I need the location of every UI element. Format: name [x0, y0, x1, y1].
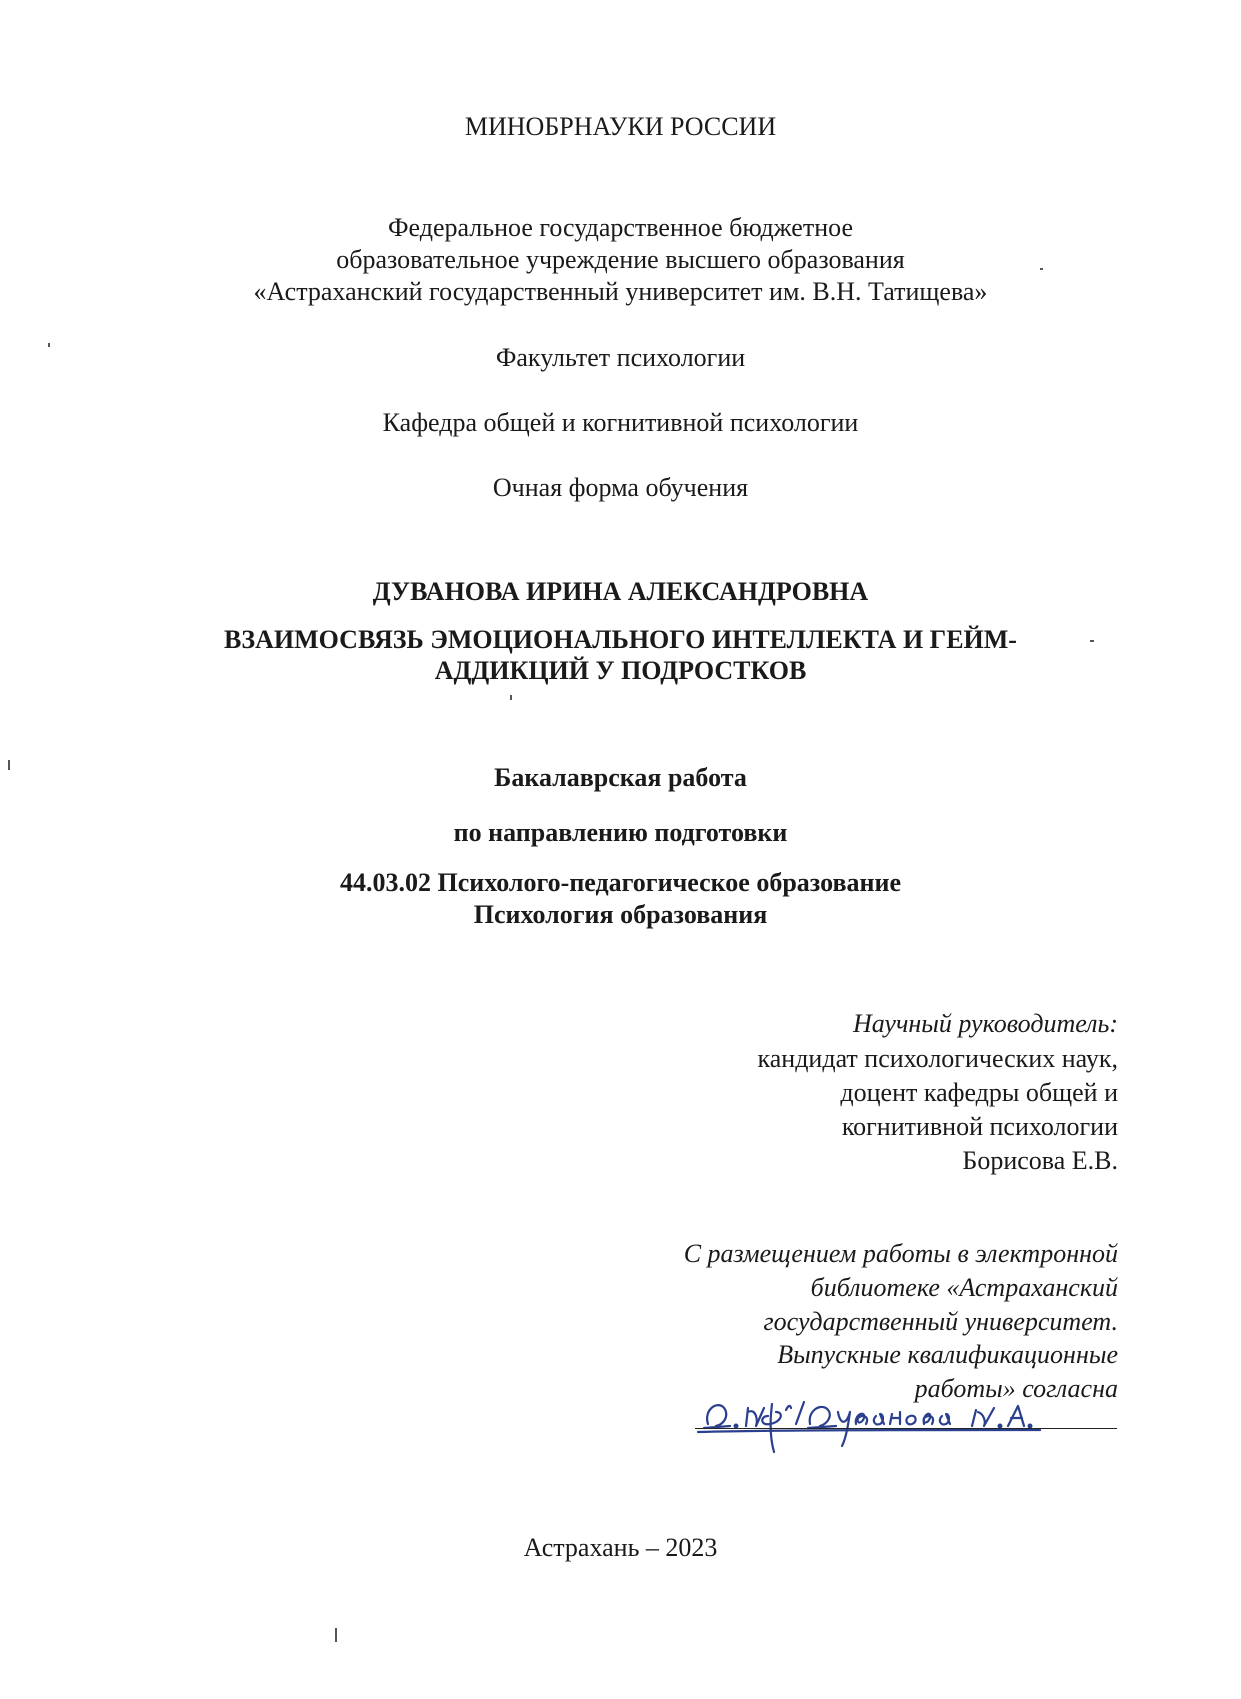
- direction-label: по направлению подготовки: [453, 818, 788, 847]
- city-year: Астрахань – 2023: [523, 1533, 718, 1562]
- supervisor-degree: кандидат психологических наук,: [757, 1044, 1118, 1073]
- department-name: Кафедра общей и когнитивной психологии: [382, 408, 859, 437]
- ministry-name: МИНОБРНАУКИ РОССИИ: [464, 112, 777, 141]
- direction-code: 44.03.02 Психолого-педагогическое образование: [340, 868, 901, 897]
- scan-speck: [510, 695, 512, 700]
- scan-speck: [48, 343, 50, 347]
- consent-line-2: библиотеке «Астраханский: [810, 1273, 1118, 1302]
- supervisor-name: Борисова Е.В.: [962, 1146, 1118, 1175]
- supervisor-position-line-1: доцент кафедры общей и: [840, 1078, 1118, 1107]
- consent-line-5: работы» согласна: [914, 1374, 1118, 1403]
- study-form: Очная форма обучения: [492, 473, 749, 502]
- consent-line-4: Выпускные квалификационные: [777, 1340, 1118, 1369]
- scan-speck: [8, 760, 10, 770]
- faculty-name: Факультет психологии: [495, 343, 746, 372]
- thesis-title-line-1: ВЗАИМОСВЯЗЬ ЭМОЦИОНАЛЬНОГО ИНТЕЛЛЕКТА И ГЕЙМ-: [224, 625, 1017, 654]
- institution-line-3: «Астраханский государственный университет им. В.Н. Татищева»: [253, 277, 988, 306]
- institution-line-2: образовательное учреждение высшего образования: [336, 245, 905, 274]
- signature-line: [695, 1428, 1117, 1429]
- scan-speck: [1090, 640, 1094, 642]
- consent-line-1: С размещением работы в электронной: [683, 1239, 1118, 1268]
- supervisor-position-line-2: когнитивной психологии: [841, 1112, 1118, 1141]
- profile-name: Психология образования: [473, 900, 768, 929]
- handwritten-signature: [690, 1390, 1130, 1460]
- thesis-title-line-2: АДДИКЦИЙ У ПОДРОСТКОВ: [434, 656, 807, 685]
- work-type: Бакалаврская работа: [494, 763, 747, 792]
- supervisor-label: Научный руководитель:: [852, 1009, 1118, 1038]
- scan-speck: [335, 1628, 337, 1642]
- scan-speck: [1040, 268, 1043, 270]
- consent-line-3: государственный университет.: [763, 1307, 1118, 1336]
- institution-line-1: Федеральное государственное бюджетное: [388, 213, 853, 242]
- author-name: ДУВАНОВА ИРИНА АЛЕКСАНДРОВНА: [372, 577, 869, 606]
